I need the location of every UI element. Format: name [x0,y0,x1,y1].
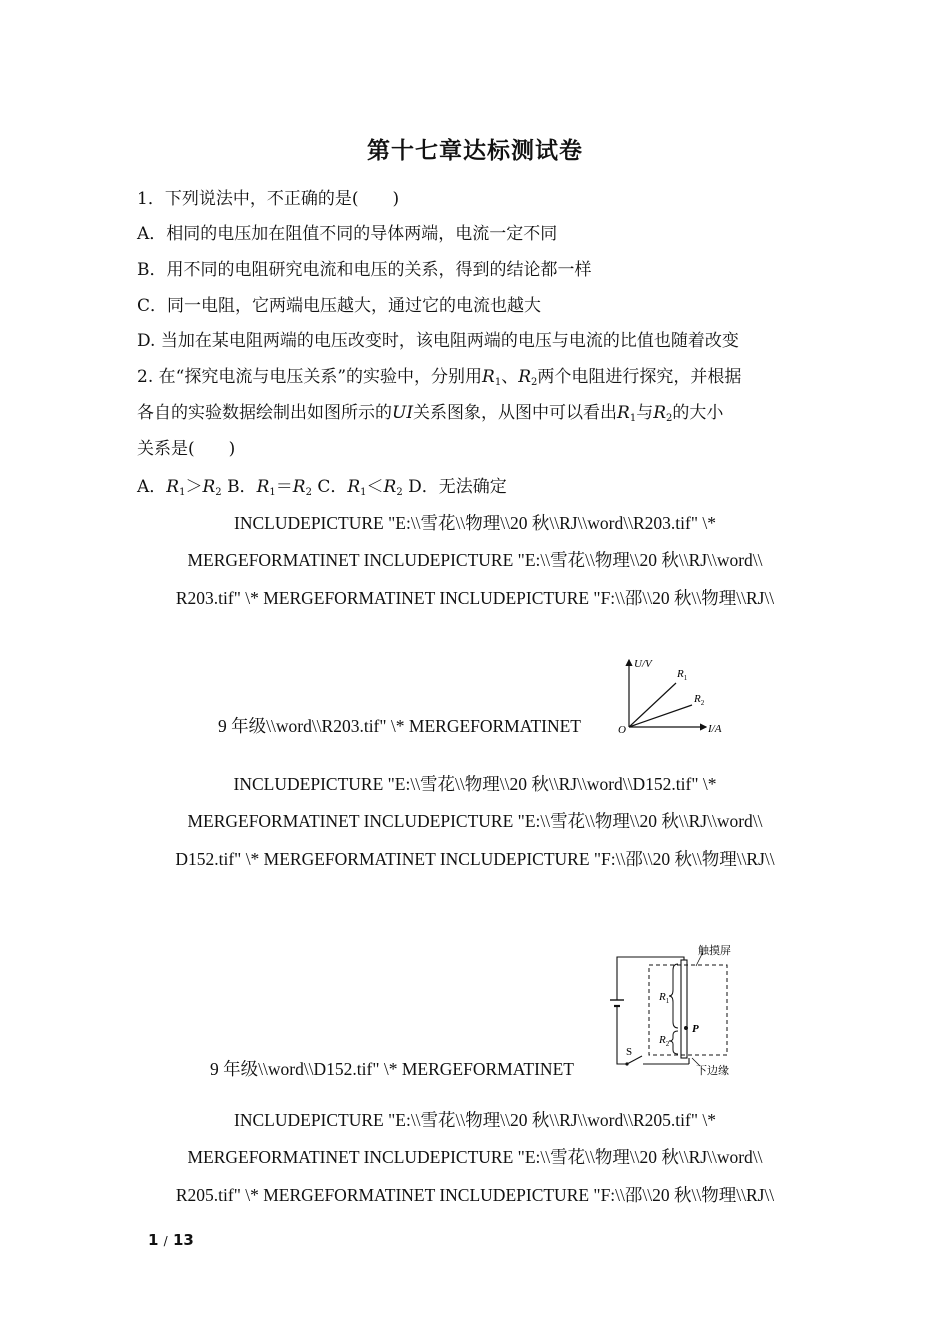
field-code-r205-line-2: MERGEFORMATINET INCLUDEPICTURE "E:\\雪花\\物理\\20 秋\\RJ\\word\\ [187,1147,763,1167]
graph-y-label: U/V [634,658,652,670]
switch-label: S [626,1046,633,1058]
r1-label: $R_1$ [659,991,670,1005]
page-title: 第十七章达标测试卷 [367,138,583,164]
field-code-r203-line-3: R203.tif" \* MERGEFORMATINET INCLUDEPICTURE "F:\\邵\\20 秋\\物理\\RJ\\ [175,588,775,608]
field-code-r203-line-2: MERGEFORMATINET INCLUDEPICTURE "E:\\雪花\\物理\\20 秋\\RJ\\word\\ [187,550,763,570]
field-code-d152-line-3: D152.tif" \* MERGEFORMATINET INCLUDEPICTURE "F:\\邵\\20 秋\\物理\\RJ\\ [175,849,775,869]
r1-brace [669,964,678,1028]
ui-graph-figure [612,656,738,740]
r2-brace [669,1031,678,1054]
field-code-r203-line-4: 9 年级\\word\\R203.tif" \* MERGEFORMATINET [218,716,581,736]
field-code-r203-line-1: INCLUDEPICTURE "E:\\雪花\\物理\\20 秋\\RJ\\word\\R203.tif" \* [234,513,716,533]
graph-r1-label: $R_1$ [677,668,688,682]
q1-option-a: A．相同的电压加在阻值不同的导体两端，电流一定不同 [137,224,558,244]
graph-line-r1 [629,683,676,727]
r2-label: $R_2$ [659,1034,670,1048]
circuit-wire-top [617,957,684,1000]
bottom-edge-label: 下边缘 [696,1064,729,1077]
graph-x-label: I/A [708,723,722,735]
graph-origin-label: O [618,724,626,736]
q1-stem: 1．下列说法中，不正确的是( ) [137,189,400,209]
field-code-d152-line-2: MERGEFORMATINET INCLUDEPICTURE "E:\\雪花\\物理\\20 秋\\RJ\\word\\ [187,811,763,831]
point-p-label: P [692,1023,699,1035]
q2-options: A．$R_1>R_2$ B．$R_1=R_2$ C．$R_1<R_2$ D．无法确定 [137,477,507,498]
q2-line-3: 关系是( ) [137,439,236,459]
field-code-r205-line-1: INCLUDEPICTURE "E:\\雪花\\物理\\20 秋\\RJ\\word\\R205.tif" \* [234,1110,716,1130]
q2-line-2: 各自的实验数据绘制出如图所示的UI关系图象，从图中可以看出$R_1$与$R_2$的大小 [137,403,724,424]
circuit-wire-left [617,1006,626,1064]
field-code-r205-line-3: R205.tif" \* MERGEFORMATINET INCLUDEPICTURE "F:\\邵\\20 秋\\物理\\RJ\\ [175,1185,775,1205]
q1-option-d: D. 当加在某电阻两端的电压改变时，该电阻两端的电压与电流的比值也随着改变 [137,331,739,351]
graph-r2-label: $R_2$ [694,693,705,707]
point-p-dot [684,1026,688,1030]
q2-line-1: 2. 在“探究电流与电压关系”的实验中，分别用$R_1$、$R_2$两个电阻进行探究，并根据 [137,367,742,388]
touch-screen-circuit-figure [606,940,746,1080]
q1-option-b: B．用不同的电阻研究电流和电压的关系，得到的结论都一样 [137,260,592,280]
field-code-d152-line-1: INCLUDEPICTURE "E:\\雪花\\物理\\20 秋\\RJ\\word\\D152.tif" \* [233,774,717,794]
field-code-d152-line-4: 9 年级\\word\\D152.tif" \* MERGEFORMATINET [210,1059,574,1079]
page-number: 1 / 13 [148,1231,194,1249]
resistor-strip [681,960,687,1058]
graph-line-r2 [629,705,692,727]
q1-option-c: C．同一电阻，它两端电压越大，通过它的电流也越大 [137,296,542,316]
touch-screen-label: 触摸屏 [698,944,731,957]
